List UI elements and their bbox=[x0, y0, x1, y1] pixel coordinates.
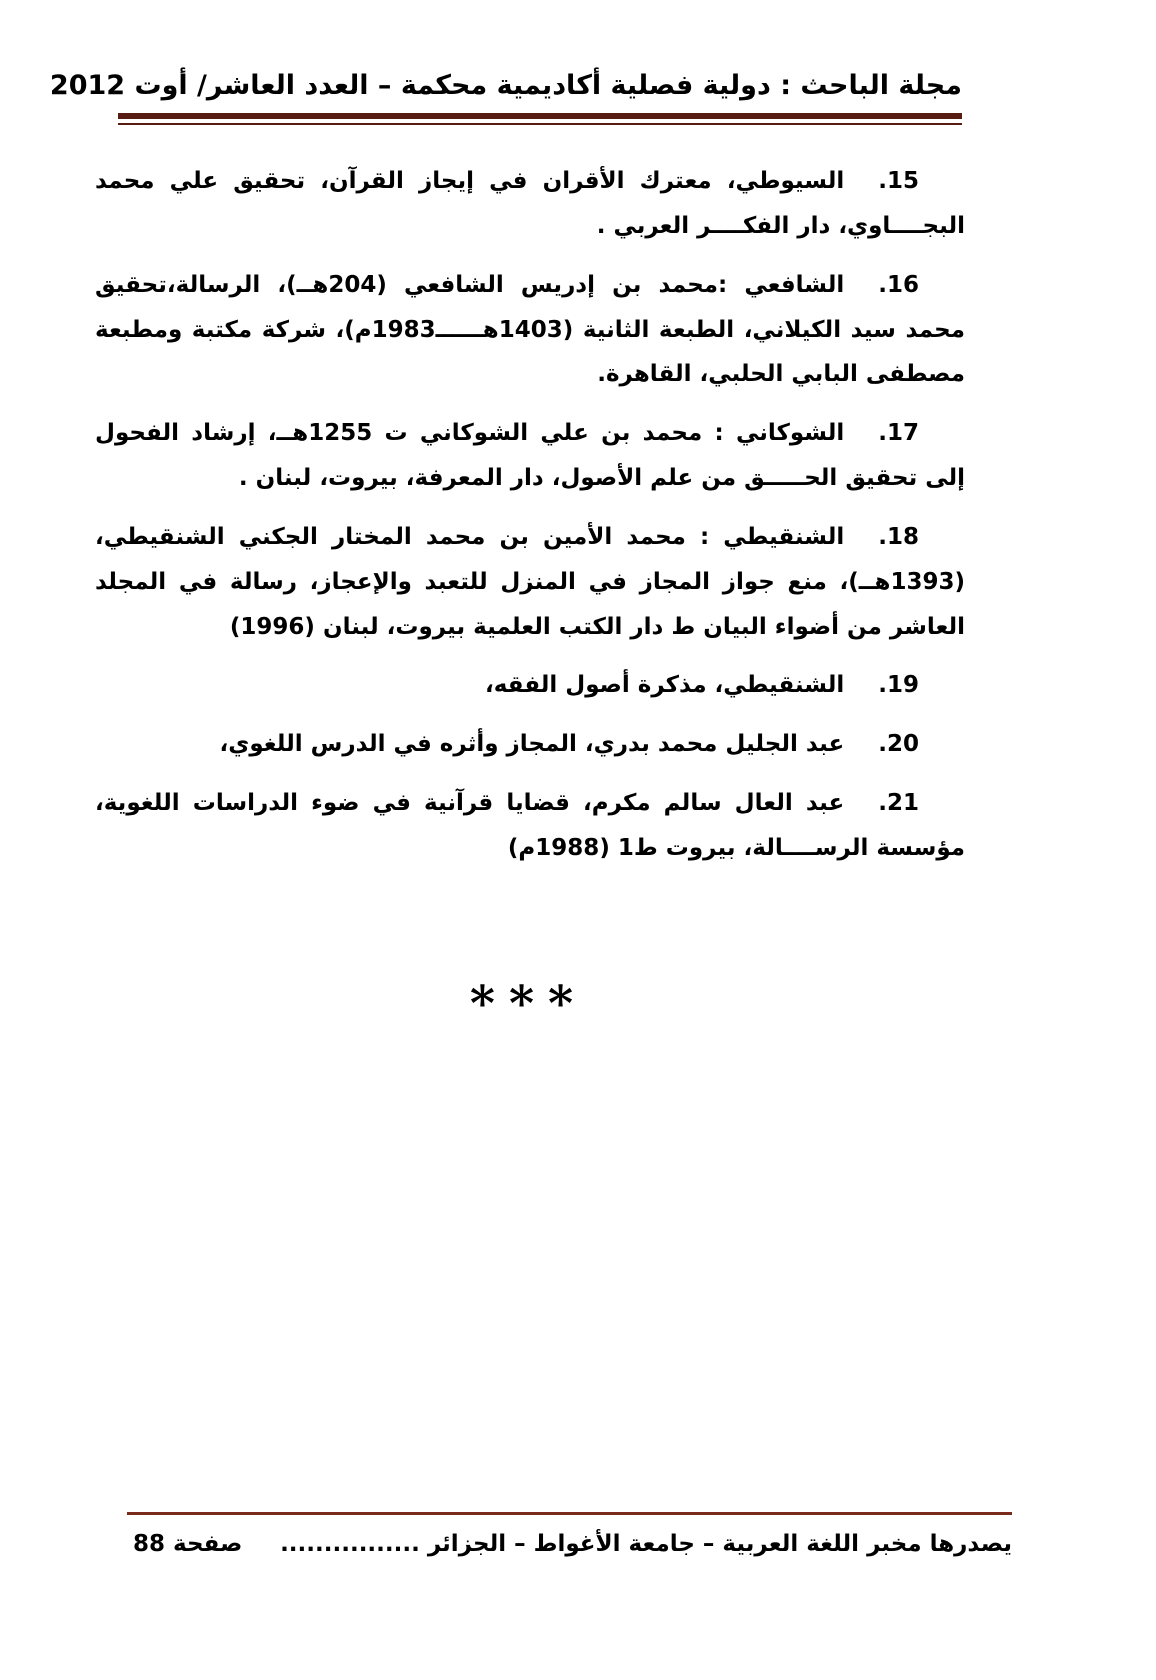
entry-number: 19. bbox=[878, 672, 919, 699]
bibliography-entry bbox=[95, 159, 965, 249]
entry-number: 20. bbox=[878, 731, 919, 758]
page-footer bbox=[0, 1512, 1156, 1557]
entry-number: 16. bbox=[878, 271, 919, 298]
bibliography-entry bbox=[95, 722, 965, 767]
entry-text: الشنقيطي : محمد الأمين بن محمد المختار الجكني الشنقيطي، (1393هــ)، منع جواز المجاز في المنزل للتعبد والإعجاز، رسالة في المجلد العاشر من أضواء البيان ط دار الكتب العلمية بيروت، لبنان (1996) bbox=[95, 523, 965, 640]
entry-number: 17. bbox=[878, 420, 919, 447]
header-rule-thin bbox=[118, 123, 962, 125]
entry-text: السيوطي، معترك الأقران في إيجاز القرآن، تحقيق علي محمد البجــــاوي، دار الفكــــر العربي . bbox=[95, 168, 965, 239]
entry-text: عبد العال سالم مكرم، قضايا قرآنية في ضوء الدراسات اللغوية، مؤسسة الرســــالة، بيروت ط1 (1988م) bbox=[95, 790, 965, 861]
bibliography-entry bbox=[95, 515, 965, 650]
footer-divider bbox=[127, 1512, 1012, 1515]
page-number: صفحة 88 bbox=[133, 1531, 243, 1557]
entry-number: 15. bbox=[878, 168, 919, 194]
bibliography-entry bbox=[95, 781, 965, 871]
page-header bbox=[0, 0, 1156, 125]
bibliography-entry bbox=[95, 411, 965, 501]
entry-text: الشوكاني : محمد بن علي الشوكاني ت 1255هــ، إرشاد الفحول إلى تحقيق الحـــــق من علم الأصول، دار المعرفة، بيروت، لبنان . bbox=[95, 420, 965, 492]
entry-number: 21. bbox=[878, 790, 919, 817]
entry-text: عبد الجليل محمد بدري، المجاز وأثره في الدرس اللغوي، bbox=[219, 731, 845, 758]
section-separator: *** bbox=[469, 975, 588, 1032]
entry-text: الشافعي :محمد بن إدريس الشافعي (204هــ)، الرسالة،تحقيق محمد سيد الكيلاني، الطبعة الثانية (1403هــــــ1983م)، شركة مكتبة ومطبعة مصطفى البابي الحلبي، القاهرة. bbox=[95, 271, 965, 388]
publisher-line: يصدرها مخبر اللغة العربية – جامعة الأغواط – الجزائر ................ bbox=[280, 1531, 1012, 1557]
bibliography-entry bbox=[95, 663, 965, 708]
journal-title: مجلة الباحث : دولية فصلية أكاديمية محكمة – العدد العاشر/ أوت 2012 bbox=[49, 70, 962, 101]
bibliography-entry bbox=[95, 263, 965, 398]
entry-number: 18. bbox=[878, 523, 919, 550]
header-rule-thick bbox=[118, 113, 962, 119]
bibliography-list bbox=[95, 159, 965, 871]
entry-text: الشنقيطي، مذكرة أصول الفقه، bbox=[484, 672, 845, 699]
